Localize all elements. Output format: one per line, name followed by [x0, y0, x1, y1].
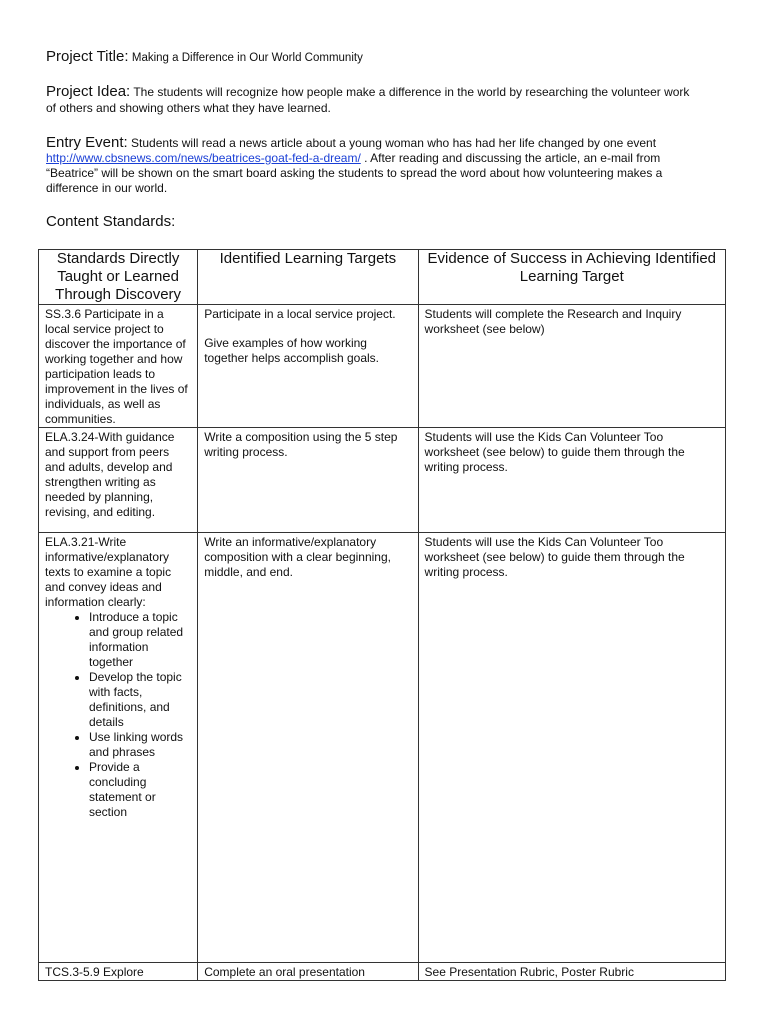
entry-event-line-2: [46, 151, 726, 166]
entry-event-line-4: difference in our world.: [46, 181, 168, 195]
article-link[interactable]: http://www.cbsnews.com/news/beatrices-goat-fed-a-dream/: [46, 151, 361, 165]
project-title-line: [46, 49, 726, 66]
content-standards-table: [38, 249, 726, 981]
standard-text: ELA.3.21-Write informative/explanatory texts to examine a topic and convey ideas and information clearly:: [45, 535, 172, 609]
project-title-value: Making a Difference in Our World Community: [131, 52, 363, 64]
evidence-cell: Students will use the Kids Can Volunteer Too worksheet (see below) to guide them through the writing process.: [418, 533, 725, 963]
standard-cell: SS.3.6 Participate in a local service project to discover the importance of working together and how participation leads to improvement in the lives of individuals, as well as communities.: [39, 305, 198, 428]
evidence-cell: Students will use the Kids Can Volunteer Too worksheet (see below) to guide them through the writing process.: [418, 428, 725, 533]
project-idea-label: Project Idea:: [46, 83, 131, 100]
project-title-label: Project Title:: [46, 48, 129, 65]
project-idea-line-2: of others and showing others what they have learned.: [46, 101, 331, 115]
list-item: • Provide a concluding statement or section: [89, 760, 191, 820]
header-learning-targets: Identified Learning Targets: [198, 250, 418, 305]
standard-cell: TCS.3-5.9 Explore: [39, 963, 198, 981]
entry-event-line-1: [46, 135, 726, 151]
standard-bullet-list: [45, 610, 191, 820]
entry-event-text-1: Students will read a news article about a young woman who has had her life changed by one event: [131, 136, 657, 150]
standard-cell: ELA.3.24-With guidance and support from peers and adults, develop and strengthen writing as needed by planning, revising, and editing.: [39, 428, 198, 533]
target-text: Give examples of how working together helps accomplish goals.: [204, 336, 379, 365]
table-row: [39, 305, 726, 428]
target-cell: Write a composition using the 5 step writing process.: [198, 428, 418, 533]
table-header-row: [39, 250, 726, 305]
evidence-cell: Students will complete the Research and Inquiry worksheet (see below): [418, 305, 725, 428]
project-idea-text-1: The students will recognize how people make a difference in the world by researching the volunteer work: [133, 85, 690, 99]
target-cell: Complete an oral presentation: [198, 963, 418, 981]
entry-event-label: Entry Event:: [46, 134, 128, 151]
table-row: [39, 428, 726, 533]
evidence-cell: See Presentation Rubric, Poster Rubric: [418, 963, 725, 981]
list-item: • Introduce a topic and group related information together: [89, 610, 191, 670]
entry-event-text-2: . After reading and discussing the article, an e-mail from: [360, 151, 661, 165]
content-standards-heading: Content Standards:: [46, 213, 176, 230]
standard-cell: [39, 533, 198, 963]
entry-event-line-3: “Beatrice” will be shown on the smart board asking the students to spread the word about how volunteering makes a: [46, 166, 663, 180]
target-text: Participate in a local service project.: [204, 307, 396, 321]
list-item: • Use linking words and phrases: [89, 730, 191, 760]
table-row: [39, 963, 726, 981]
project-idea-line-1: [46, 84, 726, 100]
target-cell: [198, 305, 418, 428]
header-standards: Standards Directly Taught or Learned Through Discovery: [39, 250, 198, 305]
list-item: • Develop the topic with facts, definitions, and details: [89, 670, 191, 730]
table-row: [39, 533, 726, 963]
target-cell: Write an informative/explanatory composition with a clear beginning, middle, and end.: [198, 533, 418, 963]
header-evidence: Evidence of Success in Achieving Identified Learning Target: [418, 250, 725, 305]
